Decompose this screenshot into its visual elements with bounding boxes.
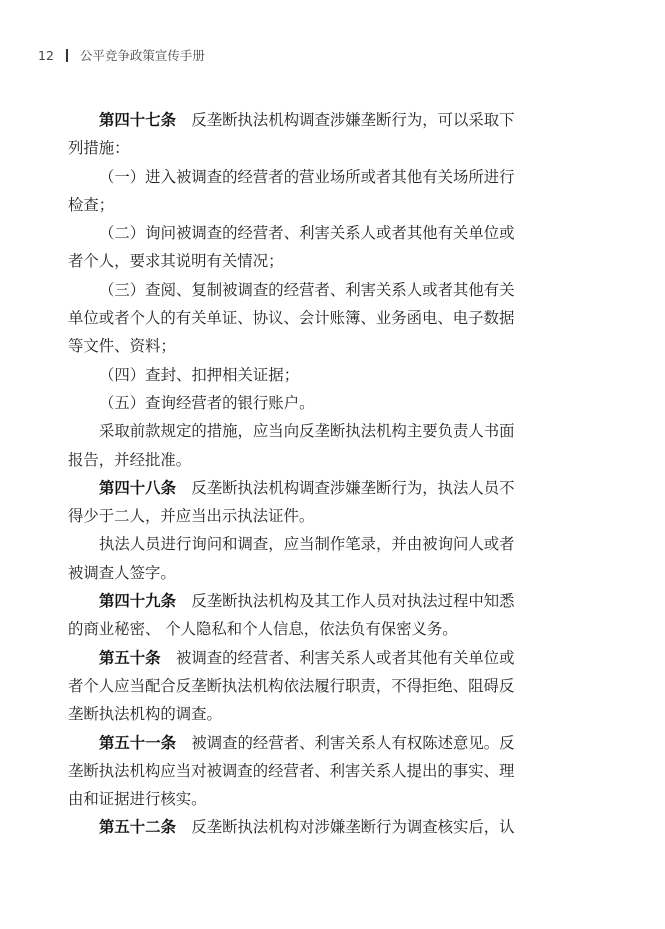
book-title: 公平竞争政策宣传手册 xyxy=(79,48,205,63)
paragraph xyxy=(68,163,548,220)
paragraph-text: （五）查询经营者的银行账户。 xyxy=(99,393,315,412)
paragraph xyxy=(68,530,548,587)
article-number: 第四十九条 xyxy=(99,592,176,611)
paragraph xyxy=(68,389,548,417)
paragraph-text: （一）进入被调查的经营者的营业场所或者其他有关场所进行 检查； xyxy=(68,167,515,214)
running-header xyxy=(38,46,205,64)
paragraph-text: 反垄断执法机构调查涉嫌垄断行为，可以采取下 列措施： xyxy=(68,111,515,158)
paragraph-text: 采取前款规定的措施，应当向反垄断执法机构主要负责人书面 报告，并经批准。 xyxy=(68,422,515,469)
article-number: 第四十七条 xyxy=(99,111,176,129)
page-body xyxy=(68,106,548,842)
paragraph-text: （三）查阅、复制被调查的经营者、利害关系人或者其他有关 单位或者个人的有关单证、协议、会计账簿、业务函电、电子数据 等文件、资料； xyxy=(68,280,515,356)
page-number: 12 xyxy=(38,47,54,63)
paragraph xyxy=(68,813,548,841)
paragraph-text: （四）查封、扣押相关证据； xyxy=(99,365,300,384)
paragraph xyxy=(68,219,548,276)
paragraph-text: 执法人员进行询问和调查，应当制作笔录，并由被询问人或者 被调查人签字。 xyxy=(68,535,515,582)
article-number: 第五十条 xyxy=(99,648,161,667)
paragraph-text: 反垄断执法机构调查涉嫌垄断行为，执法人员不 得少于二人，并应当出示执法证件。 xyxy=(68,478,515,526)
header-divider xyxy=(66,49,68,62)
paragraph-text: 反垄断执法机构对涉嫌垄断行为调查核实后，认 xyxy=(175,818,515,837)
paragraph-text: 被调查的经营者、利害关系人有权陈述意见。反 垄断执法机构应当对被调查的经营者、利害关系人提出的事实、理 由和证据进行核实。 xyxy=(68,733,515,809)
paragraph-text: （二）询问被调查的经营者、利害关系人或者其他有关单位或 者个人，要求其说明有关情况； xyxy=(68,224,515,271)
paragraph xyxy=(68,106,548,163)
paragraph xyxy=(68,417,548,474)
article-number: 第五十一条 xyxy=(99,733,176,752)
paragraph xyxy=(68,276,548,361)
paragraph-text: 被调查的经营者、利害关系人或者其他有关单位或 者个人应当配合反垄断执法机构依法履行职责，不得拒绝、阻碍反 垄断执法机构的调查。 xyxy=(68,648,515,724)
paragraph xyxy=(68,474,548,531)
paragraph xyxy=(68,644,548,729)
article-number: 第五十二条 xyxy=(99,818,176,837)
paragraph xyxy=(68,587,548,644)
paragraph xyxy=(68,361,548,389)
article-number: 第四十八条 xyxy=(99,478,176,497)
paragraph-text: 反垄断执法机构及其工作人员对执法过程中知悉 的商业秘密、 个人隐私和个人信息，依法负有保密义务。 xyxy=(68,592,515,639)
paragraph xyxy=(68,729,548,814)
